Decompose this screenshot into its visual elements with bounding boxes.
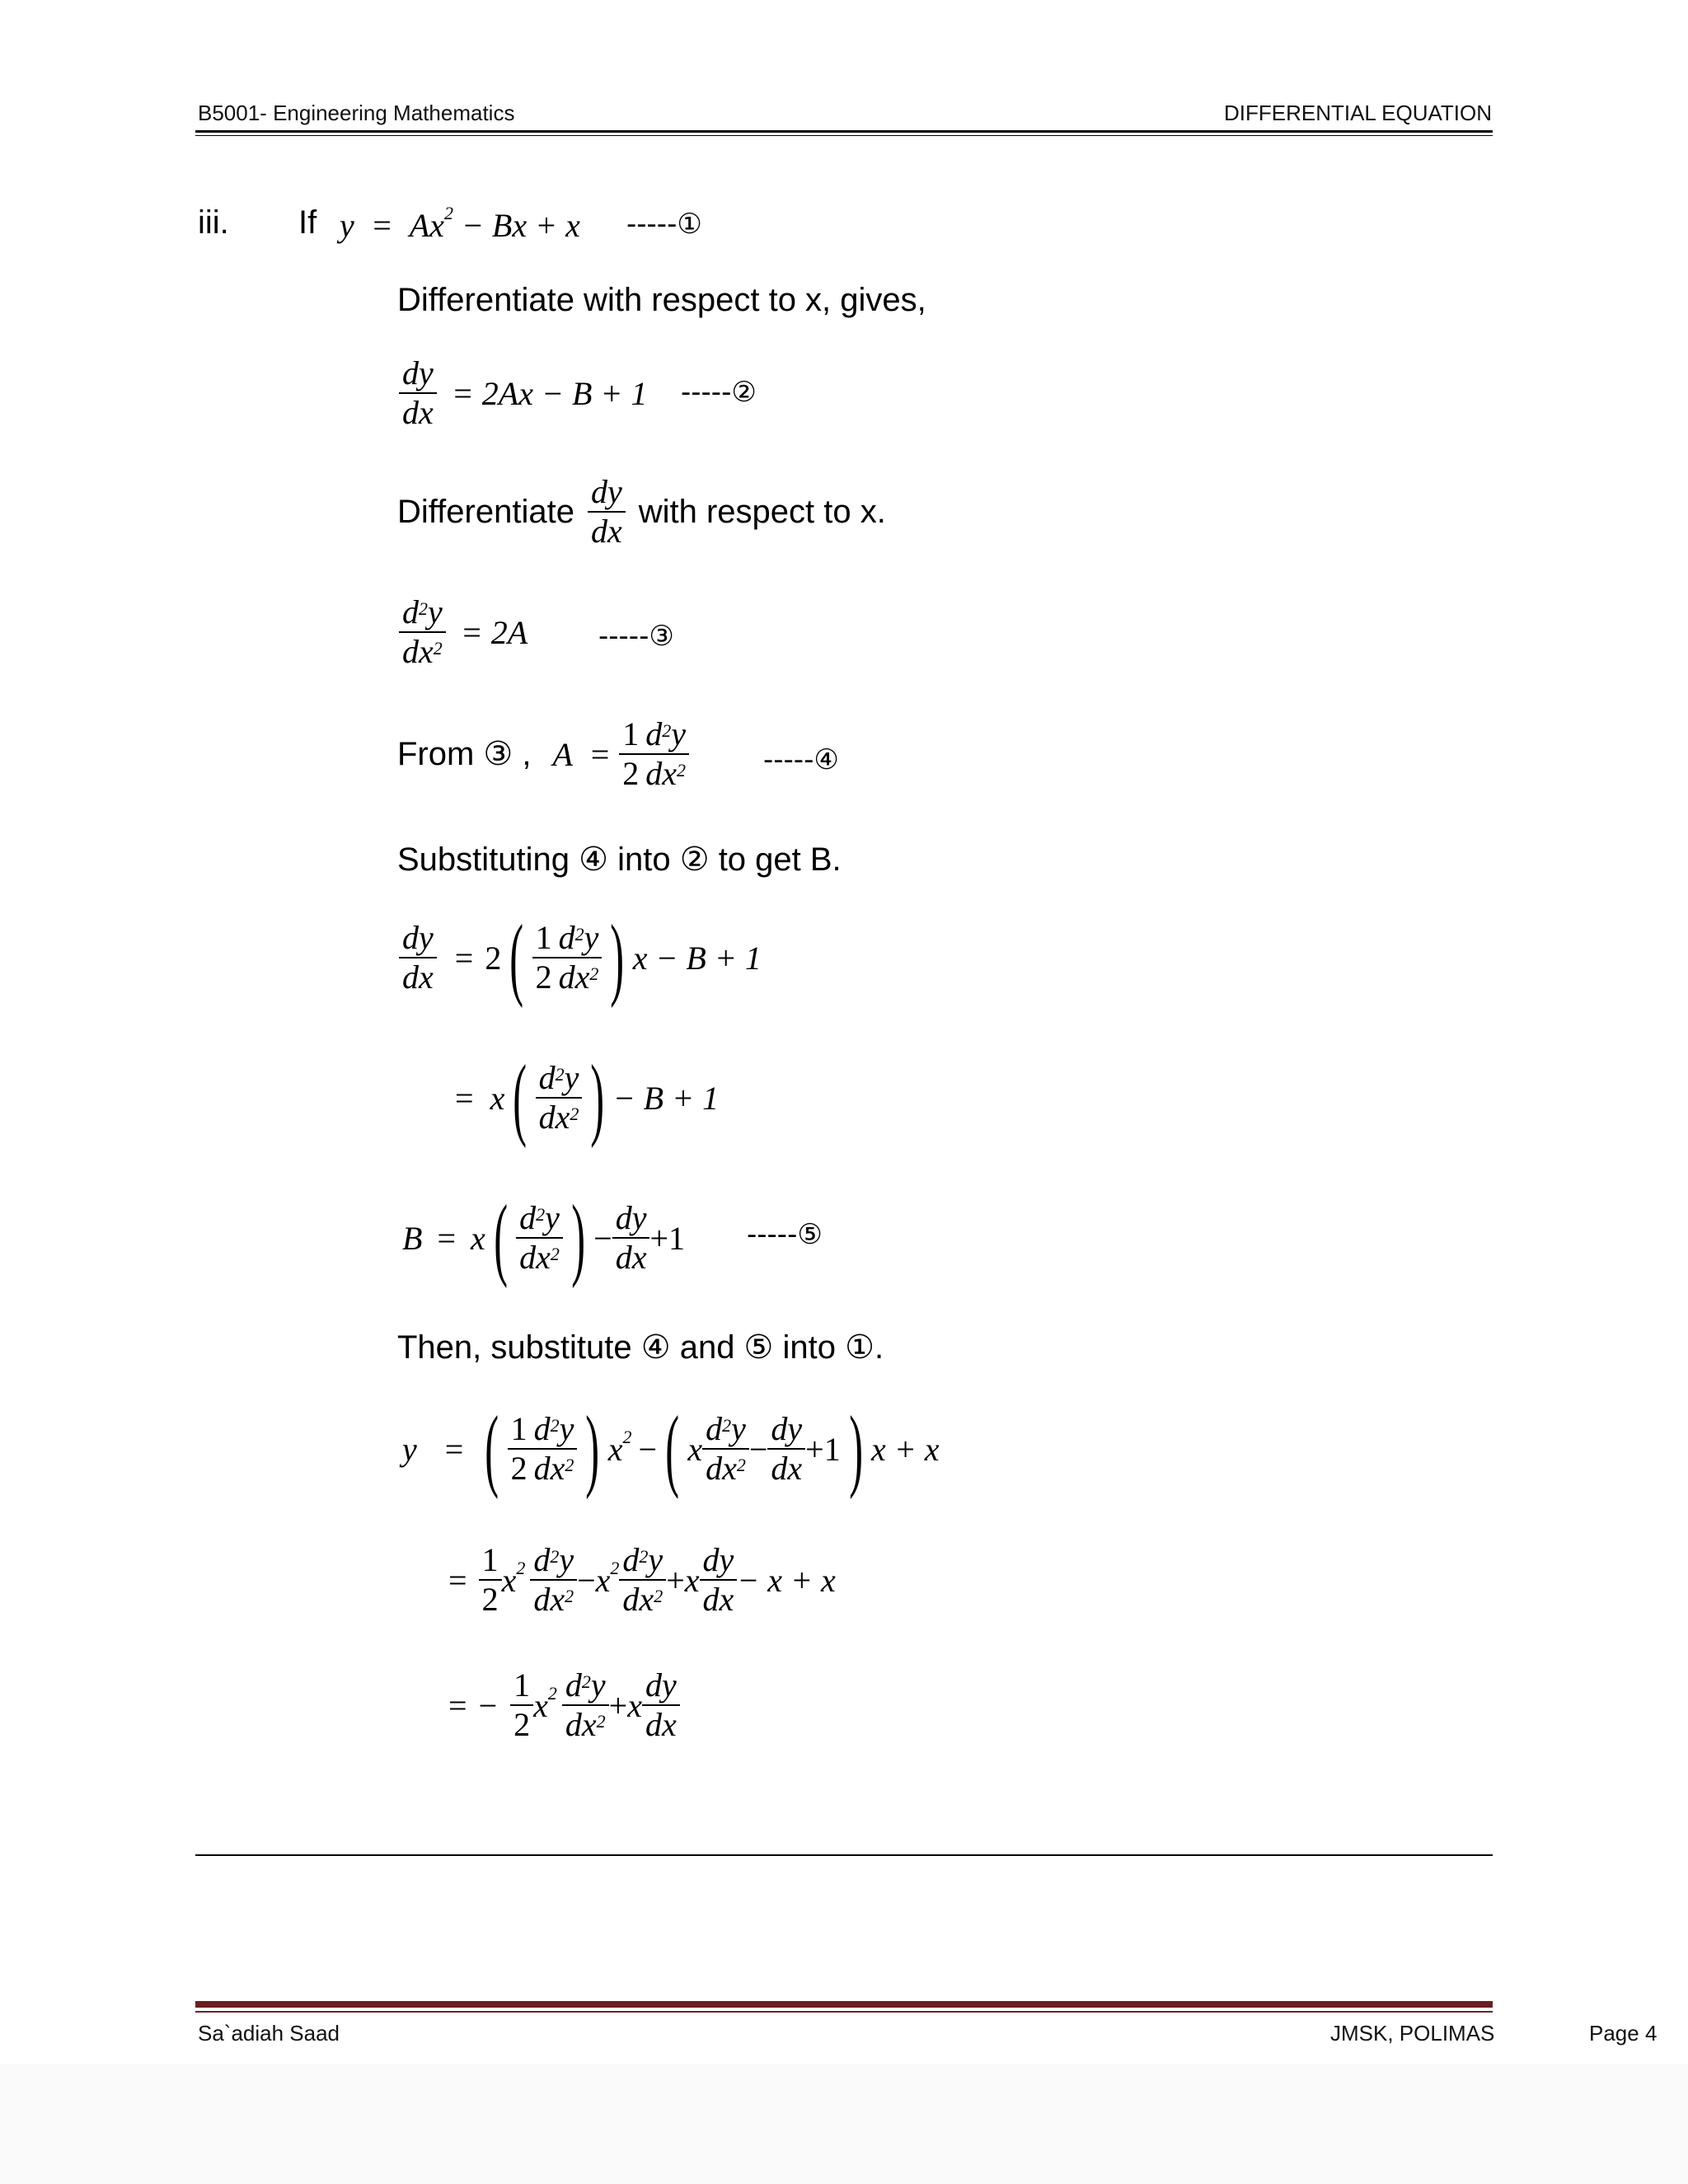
text-differentiate-2a: Differentiate xyxy=(397,493,574,530)
equation-2-rhs: = 2Ax − B + 1 xyxy=(451,374,648,412)
content-end-rule xyxy=(195,1854,1493,1856)
footer-page-number: Page 4 xyxy=(1589,2021,1658,2046)
footer-rule xyxy=(195,2001,1493,2008)
item-label: iii. xyxy=(198,204,229,241)
text-then-substitute: Then, substitute ④ and ⑤ into ①. xyxy=(397,1329,884,1366)
text-from-3: From ③ , xyxy=(397,736,532,772)
equation-mark-2: -----② xyxy=(681,376,757,409)
fraction-one-half: $\frac{1}{2}$ xyxy=(619,715,642,793)
equation-5: B = x ( $\frac{d^2y}{dx^2}$ ) − $\frac{dy}{dx}$ +1 xyxy=(402,1187,686,1289)
header-left: B5001- Engineering Mathematics xyxy=(198,101,515,125)
equation-final-1: y = ( $\frac{1}{2}$ $\frac{d^2y}{dx^2}$ ) $x^2$ − ( x $\frac{d^2y}{dx^2}$ − $\frac{dy}{dx}$ +1 ) x + x xyxy=(402,1398,940,1500)
text-differentiate-2 xyxy=(397,473,886,551)
equation-4: From ③ , A = $\frac{1}{2}$ $\frac{d^2y}{dx^2}$ xyxy=(397,715,689,793)
equation-sub-2: = x ( $\frac{d^2y}{dx^2}$ ) − B + 1 xyxy=(455,1047,720,1149)
fraction-dy-dx-inline: $\frac{dy}{dx}$ xyxy=(588,473,626,551)
text-differentiate-2b: with respect to x. xyxy=(638,493,886,530)
equation-mark-1: -----① xyxy=(626,208,702,241)
equation-mark-3: -----③ xyxy=(598,620,674,653)
fraction-d2y-dx2: $\frac{d^2y}{dx^2}$ xyxy=(399,593,446,671)
equation-3-rhs: = 2A xyxy=(460,613,528,651)
equation-final-2: = $\frac{1}{2}$ $x^2$ $\frac{d^2y}{dx^2}$ − $x^2$ $\frac{d^2y}{dx^2}$ + x $\frac{dy}{dx}$ − x + x xyxy=(448,1541,836,1618)
equation-mark-4: -----④ xyxy=(763,743,839,776)
equation-1: $y = Ax^2 - Bx + x$ xyxy=(340,203,580,244)
fraction-dy-dx: $\frac{dy}{dx}$ xyxy=(399,354,437,432)
equation-final-3: = − $\frac{1}{2}$ $x^2$ $\frac{d^2y}{dx^2}$ + x $\frac{dy}{dx}$ xyxy=(448,1666,680,1744)
header-right: DIFFERENTIAL EQUATION xyxy=(1223,101,1492,125)
page-bottom-band xyxy=(0,2064,1688,2184)
footer-rule-thin xyxy=(195,2011,1493,2013)
equation-sub-1: $\frac{dy}{dx}$ = 2 ( $\frac{1}{2}$ $\frac{d^2y}{dx^2}$ ) x − B + 1 xyxy=(399,912,762,1004)
header-rule xyxy=(195,130,1493,133)
equation-mark-5: -----⑤ xyxy=(747,1218,823,1251)
text-differentiate-1: Differentiate with respect to x, gives, xyxy=(397,282,926,318)
text-substituting: Substituting ④ into ② to get B. xyxy=(397,841,842,878)
equation-3 xyxy=(399,593,528,671)
fraction-d2y-dx2: $\frac{d^2y}{dx^2}$ xyxy=(642,715,689,793)
equation-2 xyxy=(399,354,647,432)
footer-org: JMSK, POLIMAS xyxy=(1330,2021,1495,2046)
footer-author: Sa`adiah Saad xyxy=(198,2021,340,2046)
if-word: If xyxy=(298,204,317,241)
header-rule-thin xyxy=(195,135,1493,136)
